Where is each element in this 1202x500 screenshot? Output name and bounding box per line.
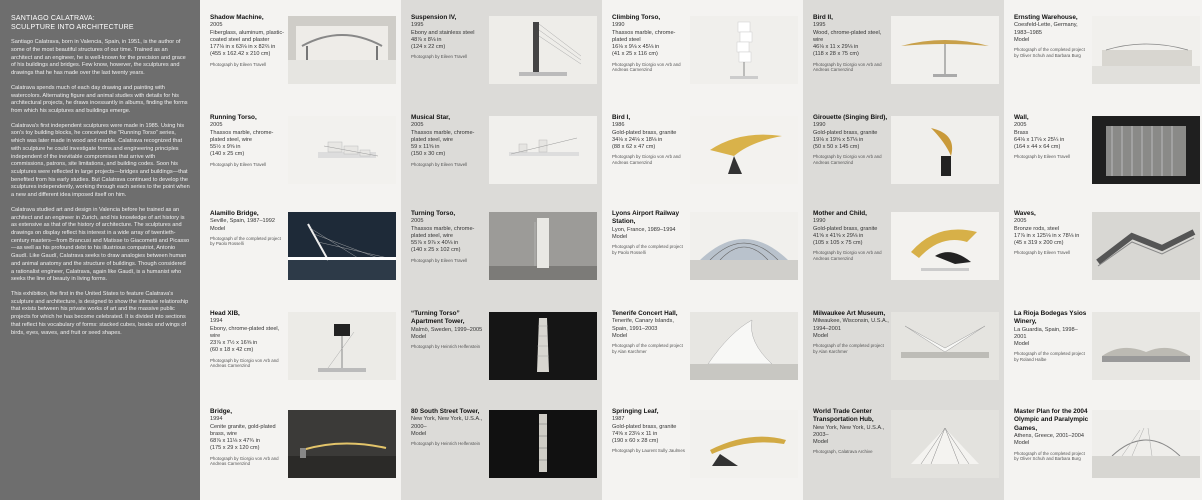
artwork-entry	[602, 296, 803, 392]
artwork-name: Springing Leaf,	[612, 408, 659, 415]
artwork-details: 2005 Bronze rods, steel 17⅞ in x 125⅛ in x 78⅛ in (45 x 319 x 200 cm)	[1014, 218, 1080, 247]
catalog-column-1	[200, 0, 401, 500]
artwork-name: Musical Star,	[411, 114, 451, 121]
artwork-entry	[200, 196, 401, 292]
artwork-name: Mother and Child,	[813, 210, 867, 217]
photo-credit: Photograph by Giorgio von Arb and Andreas Carnenzind	[813, 154, 882, 165]
catalog-column-5	[1004, 0, 1202, 500]
artwork-name: Milwaukee Art Museum,	[813, 310, 886, 317]
artwork-name: Running Torso,	[210, 114, 257, 121]
artwork-entry	[200, 394, 401, 490]
wtc-hub-photo	[891, 410, 999, 478]
artwork-details: 1990 Thassos marble, chrome-plated steel 16⅛ x 9⅛ x 45⅛ in (41 x 25 x 116 cm)	[612, 22, 676, 58]
artwork-details: 2005 Brass 64⅛ x 17⅛ x 25¼ in (164 x 44 x 64 cm)	[1014, 122, 1065, 151]
ernsting-warehouse-photo	[1092, 16, 1200, 84]
artwork-name: Waves,	[1014, 210, 1036, 217]
artwork-caption	[1014, 14, 1090, 58]
artwork-details: Lyon, France, 1989–1994 Model	[612, 226, 676, 240]
photo-credit: Photograph of the completed project by Oliver Schuh and Barbara Burg	[1014, 450, 1085, 462]
artwork-name: Suspension IV,	[411, 14, 457, 21]
head-xib-photo	[288, 312, 396, 380]
photo-credit: Photograph by Eileen Travell	[411, 257, 468, 263]
mother-child-photo	[891, 212, 999, 280]
turning-torso-photo	[489, 212, 597, 280]
artwork-details: La Guardia, Spain, 1998–2001 Model	[1014, 326, 1078, 348]
lyons-station-photo	[690, 212, 798, 280]
artwork-details: Coesfeld-Lette, Germany, 1983–1985 Model	[1014, 22, 1078, 43]
photo-credit: Photograph by Giorgio von Arb and Andreas Carnenzind	[210, 357, 279, 369]
bridge-photo	[288, 410, 396, 478]
shadow-machine-photo	[288, 16, 396, 84]
alamillo-bridge-photo	[288, 212, 396, 280]
photo-credit: Photograph by Giorgio von Arb and Andreas Carnenzind	[813, 61, 882, 73]
artwork-entry	[602, 394, 803, 490]
photo-credit: Photograph of the completed project by Oliver Schuh and Barbara Burg	[1014, 47, 1085, 58]
artwork-caption	[813, 14, 889, 73]
girouette-photo	[891, 116, 999, 184]
photo-credit: Photograph of the completed project by Paolo Rosselli	[612, 244, 683, 255]
running-torso-photo	[288, 116, 396, 184]
waves-photo	[1092, 212, 1200, 280]
intro-panel	[0, 0, 200, 500]
artwork-entry	[803, 296, 1004, 392]
artwork-caption	[411, 408, 487, 447]
artwork-entry	[602, 0, 803, 96]
artwork-details: 2005 Fiberglass, aluminum, plastic-coated steel and plaster 177⅛ in x 63⅛ in x 82⅔ in (455 x 162.42 x 210 cm)	[210, 22, 284, 58]
south-street-tower-photo	[489, 410, 597, 478]
photo-credit: Photograph of the completed project by Alan Karchmer	[813, 343, 884, 354]
artwork-entry	[1004, 100, 1202, 196]
turning-torso-tower-photo	[489, 312, 597, 380]
artwork-entry	[401, 394, 602, 490]
artwork-name: Head XIB,	[210, 310, 240, 317]
artwork-name: Shadow Machine,	[210, 14, 264, 21]
artwork-details: Milwaukee, Wisconsin, U.S.A., 1994–2001 Model	[813, 318, 889, 339]
photo-credit: Photograph of the completed project by Paolo Rosselli	[210, 235, 281, 247]
artwork-name: “Turning Torso” Apartment Tower,	[411, 310, 465, 326]
artwork-caption	[612, 210, 688, 255]
artwork-details: 1987 Gold-plated brass, granite 74⅝ x 23⅛ x 11 in (190 x 60 x 28 cm)	[612, 416, 677, 445]
artwork-entry	[401, 0, 602, 96]
artwork-caption	[1014, 408, 1090, 462]
photo-credit: Photograph by Heinrich Helfenstein	[411, 344, 481, 350]
artwork-name: Tenerife Concert Hall,	[612, 310, 678, 317]
artwork-entry	[803, 196, 1004, 292]
artwork-name: Ernsting Warehouse,	[1014, 14, 1078, 21]
artwork-caption	[210, 114, 286, 167]
photo-credit: Photograph by Giorgio von Arb and Andreas Carnenzind	[210, 455, 279, 467]
intro-paragraph: Santiago Calatrava, born in Valencia, Spain, in 1951, is the author of some of the most beautiful structures of our time. Trained as an architect and an engineer, he is well-known for the precision and grace of his buildings and bridges. Few know, however, the sculptures and drawings that he has made over the last twenty years.	[11, 39, 186, 77]
artwork-name: Lyons Airport Railway Station,	[612, 210, 679, 226]
artwork-entry	[200, 296, 401, 392]
photo-credit: Photograph by Eileen Travell	[210, 161, 267, 167]
springing-leaf-photo	[690, 410, 798, 478]
artwork-caption	[612, 408, 688, 454]
ysios-winery-photo	[1092, 312, 1200, 380]
catalog-column-4	[803, 0, 1004, 500]
artwork-entry	[401, 196, 602, 292]
artwork-caption	[411, 210, 487, 263]
artwork-caption	[612, 310, 688, 354]
artwork-name: Girouette (Singing Bird),	[813, 114, 888, 121]
artwork-details: Malmö, Sweden, 1999–2005 Model	[411, 326, 483, 340]
artwork-details: Tenerife, Canary Islands, Spain, 1991–2003 Model	[612, 318, 674, 339]
artwork-name: Bird I,	[612, 114, 631, 121]
artwork-entry	[1004, 0, 1202, 96]
artwork-entry	[602, 196, 803, 292]
artwork-details: 1990 Gold-plated brass, granite 19⅛ x 19⅝ x 57⅛ in (50 x 50 x 145 cm)	[813, 122, 878, 151]
artwork-entry	[200, 100, 401, 196]
artwork-details: Athens, Greece, 2001–2004 Model	[1014, 432, 1084, 447]
artwork-details: New York, New York, U.S.A., 2000– Model	[411, 416, 483, 437]
artwork-caption	[210, 310, 286, 369]
photo-credit: Photograph by Giorgio von Arb and Andreas Carnenzind	[612, 154, 681, 165]
artwork-entry	[803, 100, 1004, 196]
suspension-photo	[489, 16, 597, 84]
artwork-details: 2005 Thassos marble, chrome-plated steel, wire 55½ x 9⅝ in (140 x 25 cm)	[210, 122, 274, 158]
bird-ii-photo	[891, 16, 999, 84]
artwork-entry	[602, 100, 803, 196]
musical-star-photo	[489, 116, 597, 184]
artwork-name: Wall,	[1014, 114, 1029, 121]
climbing-torso-photo	[690, 16, 798, 84]
artwork-entry	[200, 0, 401, 96]
photo-credit: Photograph by Eileen Travell	[411, 54, 468, 60]
photo-credit: Photograph, Calatrava Archive	[813, 449, 873, 455]
artwork-name: Bridge,	[210, 408, 233, 415]
artwork-details: New York, New York, U.S.A., 2003– Model	[813, 424, 885, 446]
intro-paragraph: Calatrava's first independent sculptures were made in 1985. Using his son's toy building blocks, he conceived the “Running Torso” series, which was later made in wood and marble. Calatrava recognized that with sculpture he could investigate forms and engineering principles independent of the inevitable compromises that arrive with commissions, patrons, site limitations, and building codes. Soon his sculptures were reflected in large projects—bridges and buildings—that benefited from his early studies. But Calatrava continued to develop the sculptures independently, working through each series to the point when a new and different idea imposed itself on him.	[11, 122, 190, 199]
artwork-entry	[803, 394, 1004, 490]
artwork-caption	[210, 210, 286, 247]
tenerife-hall-photo	[690, 312, 798, 380]
artwork-caption	[411, 310, 487, 350]
artwork-name: Master Plan for the 2004 Olympic and Paralympic Games,	[1014, 408, 1089, 432]
photo-credit: Photograph of the completed project by Alan Karchmer	[612, 343, 683, 354]
artwork-entry	[401, 296, 602, 392]
artwork-caption	[612, 114, 688, 165]
bird-i-photo	[690, 116, 798, 184]
artwork-details: 1986 Gold-plated brass, granite 34⅛ x 24⅛ x 18⅛ in (88 x 62 x 47 cm)	[612, 122, 677, 151]
artwork-caption	[1014, 114, 1090, 160]
artwork-entry	[803, 0, 1004, 96]
photo-credit: Photograph by Heinrich Helfenstein	[411, 441, 481, 447]
intro-paragraph: This exhibition, the first in the United States to feature Calatrava's sculpture and architecture, is designed to show the intimate relationship that exists between his private works of art and the massive public projects for which he has become celebrated. It is divided into sections that reflect his vocabulary of forms: stacked cubes, beaks and wings of birds, eyes, waves, and fruit or seed shapes.	[11, 291, 189, 336]
wall-photo	[1092, 116, 1200, 184]
artwork-details: 1995 Wood, chrome-plated steel, wire 46⅛ x 11 x 29⅛ in (118 x 28 x 75 cm)	[813, 22, 882, 58]
artwork-caption	[411, 114, 487, 167]
artwork-caption	[1014, 210, 1090, 256]
photo-credit: Photograph by Eileen Travell	[411, 161, 468, 167]
artwork-name: Climbing Torso,	[612, 14, 661, 21]
artwork-name: World Trade Center Transportation Hub,	[813, 408, 874, 424]
artwork-entry	[1004, 296, 1202, 392]
catalog-column-2	[401, 0, 602, 500]
artwork-details: 2005 Thassos marble, chrome-plated steel, wire 55⅞ x 9⅞ x 40⅛ in (140 x 25 x 102 cm)	[411, 218, 475, 254]
artwork-details: 1995 Ebony and stainless steel 48⅞ x 8⅛ in (124 x 22 cm)	[411, 22, 475, 51]
artwork-name: Alamillo Bridge,	[210, 210, 259, 217]
artwork-name: Bird II,	[813, 14, 833, 21]
photo-credit: Photograph by Eileen Travell	[1014, 250, 1071, 256]
artwork-name: Turning Torso,	[411, 210, 456, 217]
athens-olympic-photo	[1092, 410, 1200, 478]
artwork-details: 1994 Cenite granite, gold-plated brass, wire 68⅞ x 11⅛ x 47¾ in (175 x 29 x 120 cm)	[210, 416, 276, 452]
photo-credit: Photograph by Laurent Sully Jaulmes	[612, 448, 685, 454]
artwork-details: Seville, Spain, 1987–1992 Model	[210, 218, 276, 232]
artwork-caption	[813, 210, 889, 261]
milwaukee-museum-photo	[891, 312, 999, 380]
artwork-name: 80 South Street Tower,	[411, 408, 480, 415]
artwork-details: 1994 Ebony, chrome-plated steel, wire 23⅞ x 7½ x 16⅝ in (60 x 18 x 42 cm)	[210, 318, 280, 354]
artwork-caption	[813, 408, 889, 455]
intro-paragraph: Calatrava studied art and design in Valencia before he trained as an architect and an engineer in Zurich, and his knowledge of art history is as extensive as that of the history of architecture. The sculptures and drawings on display reflect his interest in a wide array of twentieth-century masters—from Brancusi and Matisse to Giacometti and Picasso—as well as his profound debt to his illustrious compatriot, Antonio Gaudí. Like Gaudí, Calatrava seeks to draw analogies between human and animal anatomy and the structure of buildings. Though considered a rationalist engineer, Calatrava, again like Gaudí, is a humanist who seeks the line of beauty in living forms.	[11, 206, 190, 283]
photo-credit: Photograph by Giorgio von Arb and Andreas Carnenzind	[813, 250, 882, 261]
artwork-caption	[210, 14, 286, 67]
intro-paragraph: Calatrava spends much of each day drawing and painting with watercolors. Alternating figure and animal studies with details for his architectural projects, he draws incessantly in albums, finding the forms from which his sculptures and buildings emerge.	[11, 84, 188, 114]
artwork-caption	[813, 310, 889, 354]
artwork-entry	[401, 100, 602, 196]
artwork-caption	[612, 14, 688, 73]
intro-title: SANTIAGO CALATRAVA: SCULPTURE INTO ARCHITECTURE	[11, 15, 134, 32]
photo-credit: Photograph by Giorgio von Arb and Andreas Carnenzind	[612, 61, 681, 73]
photo-credit: Photograph of the completed project by Roland Halbe	[1014, 351, 1085, 362]
artwork-details: 2005 Thassos marble, chrome-plated steel, wire 59 x 11⅝ in (150 x 30 cm)	[411, 122, 475, 158]
catalog-column-3	[602, 0, 803, 500]
artwork-caption	[1014, 310, 1090, 362]
artwork-name: La Rioja Bodegas Ysios Winery,	[1014, 310, 1087, 326]
photo-credit: Photograph by Eileen Travell	[210, 61, 267, 67]
artwork-entry	[1004, 394, 1202, 490]
artwork-entry	[1004, 196, 1202, 292]
photo-credit: Photograph by Eileen Travell	[1014, 154, 1071, 160]
artwork-caption	[210, 408, 286, 467]
artwork-caption	[411, 14, 487, 60]
artwork-caption	[813, 114, 889, 165]
artwork-details: 1990 Gold-plated brass, granite 41⅝ x 41⅝ x 29⅛ in (105 x 105 x 75 cm)	[813, 218, 878, 247]
